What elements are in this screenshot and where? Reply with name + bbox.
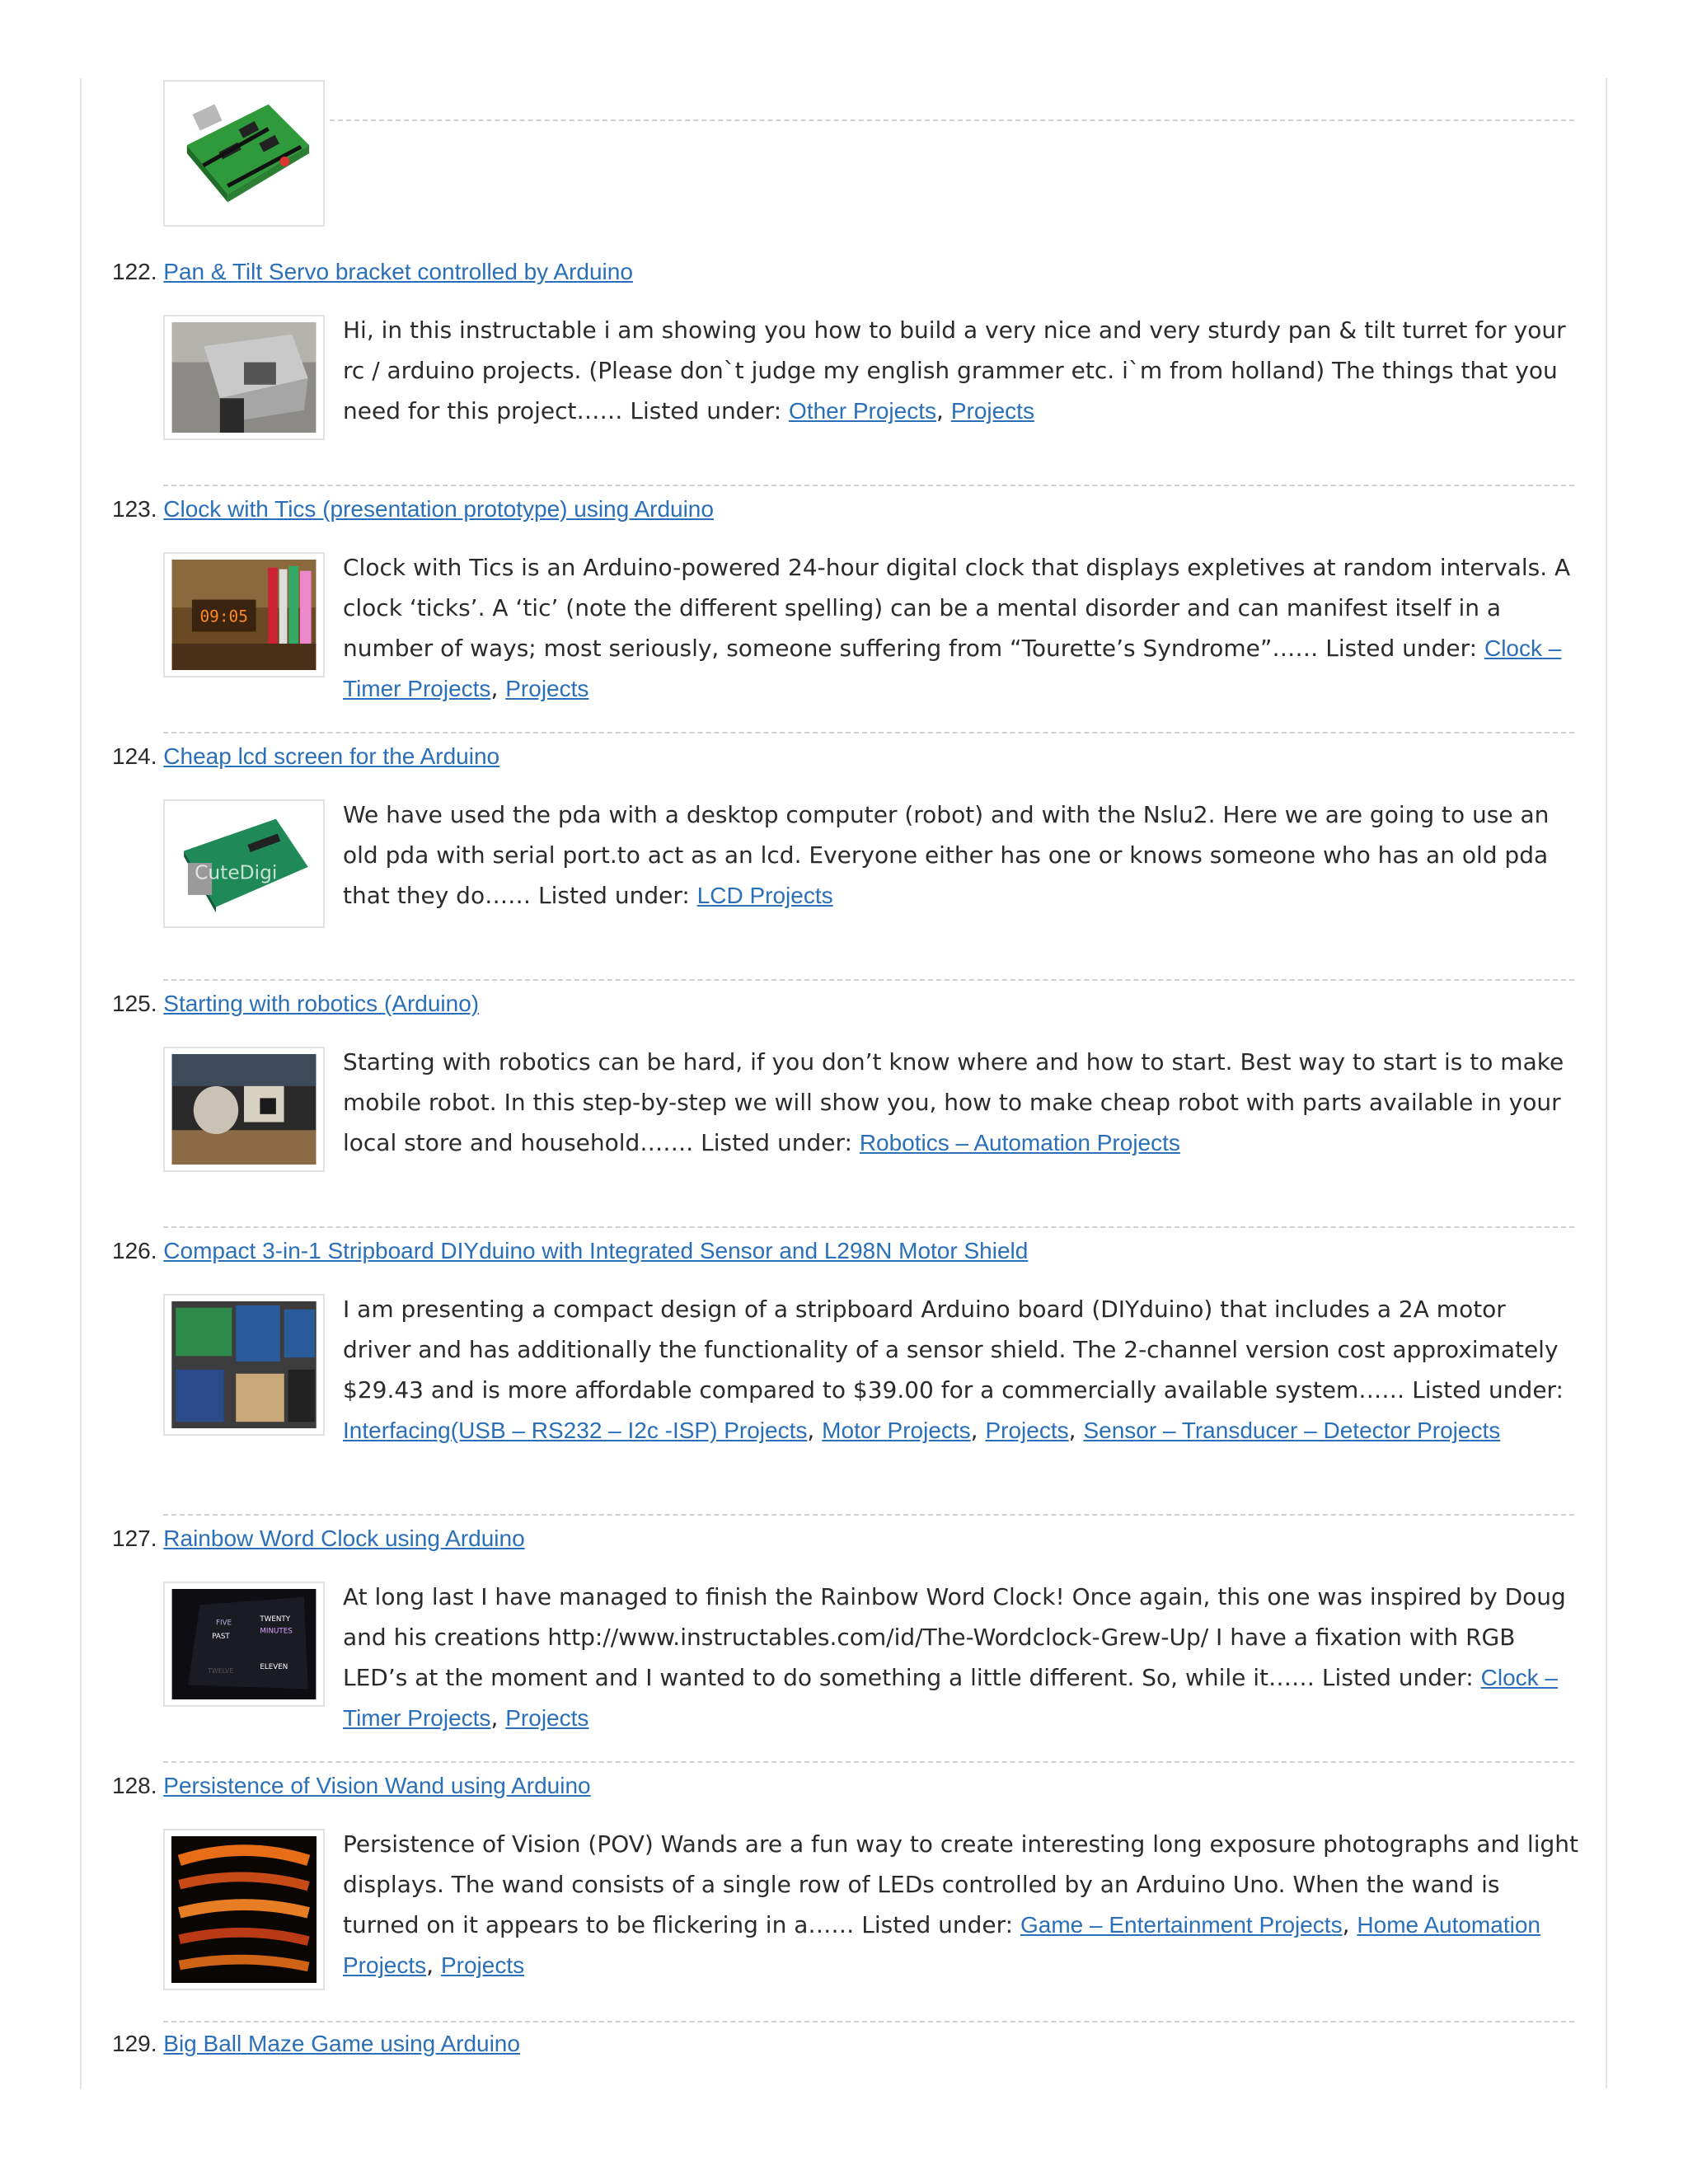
entry-description-text: Clock with Tics is an Arduino-powered 24-hour digital clock that displays expletives at random intervals. A clock ‘ticks’. A ‘tic’ (note the different spelling) can be a mental disorder and can manifest itself in a number of ways; most seriously, someone suffering from “Tourette’s Syndrome”…… Listed under: <box>343 554 1571 662</box>
tag-link[interactable]: Projects <box>505 1705 589 1731</box>
cutedigi-watermark: CuteDigi <box>195 861 278 884</box>
entry-number: 128. <box>112 1773 157 1798</box>
entry-number: 123. <box>112 496 157 522</box>
divider <box>330 120 1574 121</box>
entry-thumbnail[interactable] <box>163 799 325 928</box>
entry-title <box>112 1773 591 1799</box>
robot-image <box>171 1054 317 1165</box>
divider <box>163 485 1574 486</box>
word-clock-text: PAST <box>212 1633 230 1642</box>
entry-title-link[interactable]: Starting with robotics (Arduino) <box>163 991 480 1016</box>
list-item <box>0 732 1688 979</box>
entry-title-link[interactable]: Persistence of Vision Wand using Arduino <box>163 1773 591 1798</box>
tag-link[interactable]: Motor Projects <box>822 1418 971 1443</box>
entry-title-link[interactable]: Cheap lcd screen for the Arduino <box>163 743 500 769</box>
tag-link[interactable]: Clock – Timer Projects <box>343 1665 1559 1731</box>
entry-description: At long last I have managed to finish the Rainbow Word Clock! Once again, this one was inspired by Doug and his creations http://www.instructables.com/id/The-Wordclock-Grew-Up/ I have a fixation with RGB LED’s at the moment and I wanted to do something a little different. So, while it…… Listed under: Clock – Timer Projects, Projects <box>343 1583 1566 1732</box>
entry-title <box>112 259 633 285</box>
word-clock-text: TWENTY <box>260 1615 291 1624</box>
list-item <box>0 247 1688 494</box>
tag-link[interactable]: Game – Entertainment Projects <box>1020 1912 1343 1938</box>
entry-description: Hi, in this instructable i am showing you how to build a very nice and very sturdy pan & tilt turret for your rc / arduino projects. (Please don`t judge my english grammer etc. i`m from holland) The things that you need for this project…… Listed under: Other Projects, Projects <box>343 316 1566 424</box>
divider <box>163 1761 1574 1763</box>
arduino-shield-image <box>171 87 317 219</box>
word-clock-image <box>171 1589 317 1699</box>
divider <box>163 1514 1574 1516</box>
word-clock-text: MINUTES <box>260 1627 293 1636</box>
entry-description: Clock with Tics is an Arduino-powered 24-hour digital clock that displays expletives at random intervals. A clock ‘ticks’. A ‘tic’ (note the different spelling) can be a mental disorder and can manifest itself in a number of ways; most seriously, someone suffering from “Tourette’s Syndrome”…… Listed under: Clock – Timer Projects, Projects <box>343 554 1571 702</box>
entry-description-text: Hi, in this instructable i am showing you how to build a very nice and very sturdy pan & tilt turret for your rc / arduino projects. (Please don`t judge my english grammer etc. i`m from holland) The things that you need for this project…… Listed under: <box>343 316 1566 424</box>
entry-description <box>343 1042 1579 1163</box>
entry-thumbnail-previous[interactable] <box>163 80 325 227</box>
entry-number: 126. <box>112 1238 157 1263</box>
entry-description-text: We have used the pda with a desktop computer (robot) and with the Nslu2. Here we are going to use an old pda with serial port.to act as an lcd. Everyone either has one or knows someone who has an old pda that they do…… Listed under: <box>343 801 1550 909</box>
divider <box>163 732 1574 733</box>
entry-number: 122. <box>112 259 157 284</box>
word-clock-text: TWELVE <box>208 1666 234 1675</box>
entry-thumbnail[interactable] <box>163 552 325 677</box>
list-item <box>0 1514 1688 1761</box>
word-clock-text: ELEVEN <box>260 1663 288 1672</box>
list-item <box>0 979 1688 1226</box>
divider <box>163 1226 1574 1228</box>
divider <box>163 2021 1574 2022</box>
entry-number: 125. <box>112 991 157 1016</box>
lcd-shield-image <box>171 807 317 921</box>
tag-link[interactable]: Projects <box>950 398 1034 424</box>
diyduino-image <box>171 1301 317 1428</box>
entry-title <box>112 1526 525 1552</box>
pov-wand-image <box>171 1836 317 1983</box>
entry-title <box>112 991 479 1017</box>
tag-link[interactable]: Projects <box>505 676 589 701</box>
entry-description: Persistence of Vision (POV) Wands are a fun way to create interesting long exposure photographs and light displays. The wand consists of a single row of LEDs controlled by an Arduino Uno. When the wand is turned on it appears to be flickering in a…… Listed under: Game – Entertainment Projects, Home Automation Projects, Projects <box>343 1830 1578 1979</box>
entry-title-link[interactable]: Pan & Tilt Servo bracket controlled by Arduino <box>163 259 633 284</box>
entry-title-link[interactable]: Clock with Tics (presentation prototype) using Arduino <box>163 496 714 522</box>
entry-thumbnail[interactable] <box>163 1582 325 1707</box>
entry-description-text: Starting with robotics can be hard, if you don’t know where and how to start. Best way to start is to make mobile robot. In this step-by-step we will show you, how to make cheap robot with parts available in your local store and household……. Listed under: <box>343 1048 1564 1156</box>
entry-title <box>112 743 499 770</box>
tag-link[interactable]: Sensor – Transducer – Detector Projects <box>1083 1418 1501 1443</box>
entry-thumbnail[interactable] <box>163 1047 325 1172</box>
entry-title-link[interactable]: Rainbow Word Clock using Arduino <box>163 1526 525 1551</box>
entry-title <box>112 496 714 523</box>
tag-link[interactable]: Clock – Timer Projects <box>343 635 1562 701</box>
entry-number: 127. <box>112 1526 157 1551</box>
entry-number: 124. <box>112 743 157 769</box>
entry-description-text: Persistence of Vision (POV) Wands are a fun way to create interesting long exposure photographs and light displays. The wand consists of a single row of LEDs controlled by an Arduino Uno. When the wand is turned on it appears to be flickering in a…… Listed under: <box>343 1830 1578 1938</box>
list-item <box>0 1226 1688 1474</box>
entry-description-text: At long last I have managed to finish the Rainbow Word Clock! Once again, this one was inspired by Doug and his creations http://www.instructables.com/id/The-Wordclock-Grew-Up/ I have a fixation with RGB LED’s at the moment and I wanted to do something a little different. So, while it…… Listed under: <box>343 1583 1566 1691</box>
entry-thumbnail[interactable] <box>163 1294 325 1436</box>
pan-tilt-image <box>171 322 317 433</box>
tag-link[interactable]: Projects <box>985 1418 1069 1443</box>
tag-link[interactable]: LCD Projects <box>696 883 833 908</box>
tag-link[interactable]: Other Projects <box>789 398 936 424</box>
tag-link[interactable]: Home Automation Projects <box>343 1912 1540 1978</box>
entry-title <box>112 2031 520 2057</box>
tag-link[interactable]: Interfacing(USB – RS232 – I2c -ISP) Projects <box>343 1418 808 1443</box>
tag-link[interactable]: Robotics – Automation Projects <box>859 1130 1180 1155</box>
entry-thumbnail[interactable] <box>163 315 325 440</box>
divider <box>163 979 1574 981</box>
entry-title-link[interactable]: Big Ball Maze Game using Arduino <box>163 2031 520 2056</box>
clock-image <box>171 560 317 670</box>
list-item <box>0 485 1688 732</box>
entry-thumbnail[interactable] <box>163 1829 325 1990</box>
entry-description-text: I am presenting a compact design of a stripboard Arduino board (DIYduino) that includes a 2A motor driver and has additionally the functionality of a sensor shield. The 2-channel version cost approximately $29.43 and is more affordable compared to $39.00 for a commercially available system…… Listed under: <box>343 1296 1564 1404</box>
entry-title <box>112 1238 1028 1264</box>
clock-digits: 09:05 <box>199 607 248 626</box>
tag-link[interactable]: Projects <box>440 1952 525 1978</box>
entry-description: I am presenting a compact design of a stripboard Arduino board (DIYduino) that includes a 2A motor driver and has additionally the functionality of a sensor shield. The 2-channel version cost approximately $29.43 and is more affordable compared to $39.00 for a commercially available system…… Listed under: Interfacing(USB – RS232 – I2c -ISP) Projects, Motor Projects, Projects, Sensor – Transducer – Detector Projects <box>343 1296 1564 1444</box>
entry-description <box>343 794 1579 916</box>
list-item <box>0 1761 1688 2008</box>
entry-title-link[interactable]: Compact 3-in-1 Stripboard DIYduino with Integrated Sensor and L298N Motor Shield <box>163 1238 1029 1263</box>
entry-number: 129. <box>112 2031 157 2056</box>
word-clock-text: FIVE <box>216 1619 232 1628</box>
